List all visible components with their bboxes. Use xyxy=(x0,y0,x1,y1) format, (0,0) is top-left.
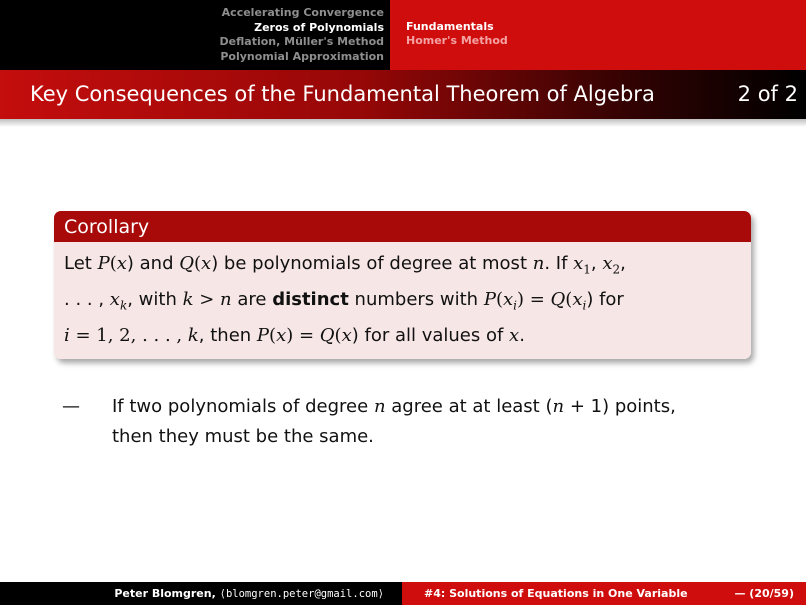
nav-section-deflation-mullers-method[interactable]: Deflation, Müller's Method xyxy=(219,35,384,48)
title-bar-shadow xyxy=(0,119,806,127)
remark-dash: — xyxy=(62,396,80,417)
math: n xyxy=(532,253,545,274)
lecture-title: #4: Solutions of Equations in One Variable xyxy=(424,587,688,600)
text: If two polynomials of degree xyxy=(112,396,374,417)
math: ) = xyxy=(516,289,551,311)
text: , then xyxy=(198,325,257,347)
section-nav xyxy=(0,0,390,70)
corollary-header: Corollary xyxy=(54,211,751,242)
text: , xyxy=(590,253,603,274)
math: = 1, 2, . . . , xyxy=(69,325,188,347)
corollary-body xyxy=(54,242,751,359)
math: ( xyxy=(565,289,573,311)
math: k xyxy=(187,325,199,347)
subscript: k xyxy=(119,298,128,313)
slide-title: Key Consequences of the Fundamental Theorem of Algebra xyxy=(30,82,655,106)
nav-subsection-homers-method[interactable]: Homer's Method xyxy=(406,34,508,47)
math: ( xyxy=(495,289,503,311)
text: agree at at least ( xyxy=(385,396,553,417)
footer-page-number: — (20/59) xyxy=(734,587,794,600)
math: P xyxy=(256,325,270,347)
subscript: 2 xyxy=(612,262,621,277)
text: . xyxy=(519,325,525,347)
math: x xyxy=(116,253,127,274)
footer xyxy=(0,582,806,605)
text: ) for xyxy=(586,289,624,311)
math: x xyxy=(276,325,287,347)
math: ( xyxy=(109,253,117,274)
text: . . . , xyxy=(64,289,110,311)
corollary-block xyxy=(54,211,751,359)
corollary-line-3 xyxy=(64,321,741,351)
corollary-line-1 xyxy=(64,249,741,285)
subsection-nav xyxy=(390,0,806,70)
math: ( xyxy=(194,253,202,274)
math: x xyxy=(109,289,120,311)
text: . If xyxy=(544,253,574,274)
math: P xyxy=(483,289,496,311)
math: x xyxy=(573,253,584,274)
text: Let xyxy=(64,253,98,274)
author-name: Peter Blomgren, xyxy=(114,587,216,600)
math: x xyxy=(602,253,613,274)
math: ) = xyxy=(286,325,320,347)
corollary-line-2 xyxy=(64,285,741,321)
math: x xyxy=(502,289,514,311)
subscript: i xyxy=(513,298,517,313)
text: ) be polynomials of degree at most xyxy=(211,253,533,274)
slide-title-bar xyxy=(0,70,806,119)
math: i xyxy=(64,325,70,347)
remark-line-1 xyxy=(112,392,676,422)
text: are xyxy=(231,289,273,311)
math: x xyxy=(509,325,520,347)
remark-text xyxy=(112,392,676,452)
nav-section-zeros-of-polynomials[interactable]: Zeros of Polynomials xyxy=(254,20,384,34)
math: ( xyxy=(269,325,277,347)
text: numbers with xyxy=(348,289,484,311)
text: + 1) points, xyxy=(564,396,676,417)
math: P xyxy=(97,253,110,274)
math: x xyxy=(572,289,583,311)
math: x xyxy=(201,253,212,274)
footer-author xyxy=(0,582,402,605)
math: n xyxy=(552,396,565,417)
math: > xyxy=(193,289,221,311)
text: , with xyxy=(127,289,183,311)
math: n xyxy=(220,289,232,311)
subscript: i xyxy=(582,298,587,313)
math: Q xyxy=(319,325,335,347)
math: k xyxy=(182,289,194,311)
math: n xyxy=(373,396,386,417)
remark-line-2: then they must be the same. xyxy=(112,426,374,447)
slide-page-indicator: 2 of 2 xyxy=(737,82,798,106)
math: Q xyxy=(179,253,194,274)
nav-section-polynomial-approximation[interactable]: Polynomial Approximation xyxy=(220,49,384,63)
emphasis-distinct: distinct xyxy=(272,289,349,311)
text: , xyxy=(620,253,626,274)
subscript: 1 xyxy=(583,262,591,277)
math: ( xyxy=(334,325,342,347)
author-email: ⟨blomgren.peter@gmail.com⟩ xyxy=(219,587,384,600)
math: x xyxy=(341,325,352,347)
header-navigation xyxy=(0,0,806,70)
footer-lecture xyxy=(402,582,806,605)
text: ) and xyxy=(126,253,180,274)
nav-subsection-fundamentals[interactable]: Fundamentals xyxy=(406,20,494,33)
text: ) for all values of xyxy=(351,325,510,347)
math: Q xyxy=(550,289,566,311)
nav-section-accelerating-convergence[interactable]: Accelerating Convergence xyxy=(221,6,384,19)
